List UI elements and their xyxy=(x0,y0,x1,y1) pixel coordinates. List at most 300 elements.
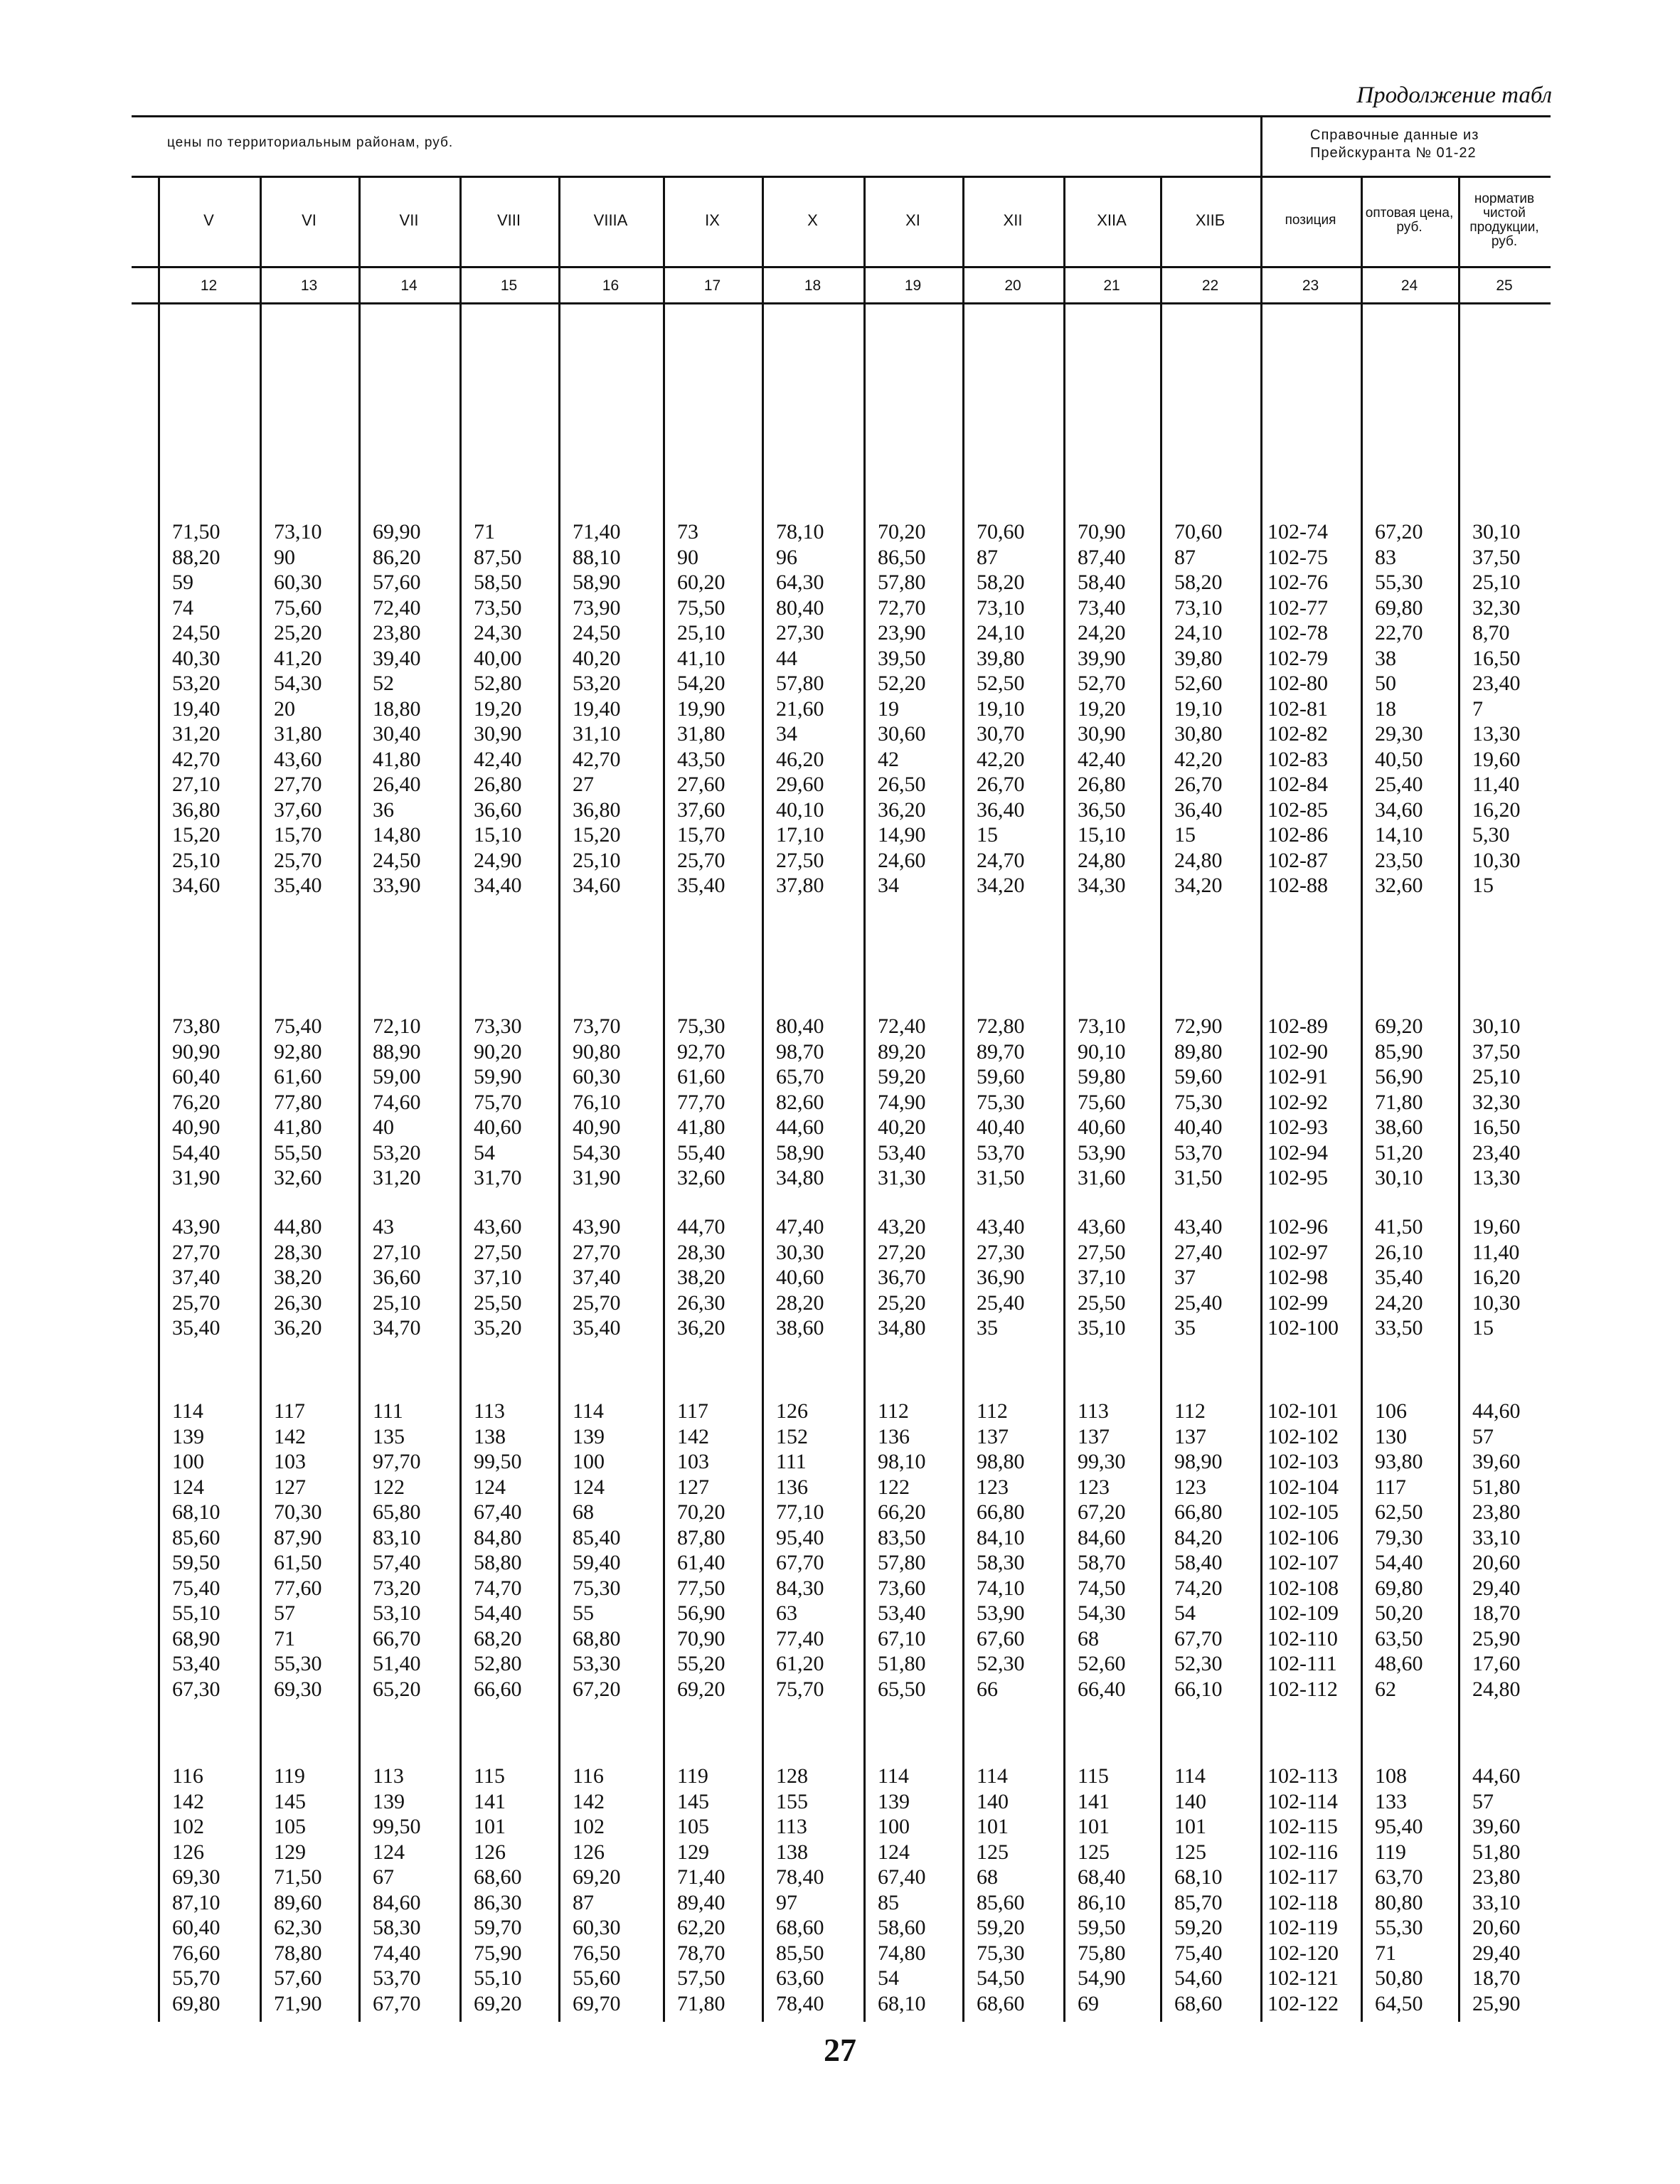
table-cell: 85,50 xyxy=(776,1941,824,1965)
table-cell: 19 xyxy=(878,696,899,721)
table-cell: 19,60 xyxy=(1472,1215,1521,1239)
table-cell: 66,80 xyxy=(977,1500,1025,1524)
table-cell: 31,10 xyxy=(573,722,621,746)
column-number-4: 15 xyxy=(500,277,518,294)
table-cell: 59,90 xyxy=(474,1065,522,1088)
table-cell: 74,40 xyxy=(373,1941,421,1965)
table-cell: 70,90 xyxy=(1078,520,1126,544)
table-cell: 26,40 xyxy=(373,773,421,796)
table-cell: 125 xyxy=(1078,1840,1110,1864)
table-cell: 67 xyxy=(373,1865,394,1889)
table-cell: 34,40 xyxy=(474,874,522,897)
table-cell: 36,20 xyxy=(274,1316,322,1340)
table-cell: 42,20 xyxy=(977,747,1025,771)
table-cell: 102-105 xyxy=(1267,1500,1339,1524)
table-cell: 68,60 xyxy=(474,1865,522,1889)
table-cell: 141 xyxy=(1078,1789,1110,1813)
table-cell: 36,90 xyxy=(977,1266,1025,1289)
table-cell: 54,40 xyxy=(474,1601,522,1625)
table-cell: 114 xyxy=(977,1764,1008,1788)
table-cell: 73,90 xyxy=(573,595,621,620)
table-cell: 32,60 xyxy=(1375,874,1423,897)
column-separator xyxy=(558,176,560,2022)
table-cell: 123 xyxy=(1174,1475,1206,1499)
table-cell: 62,30 xyxy=(274,1916,322,1939)
table-cell: 51,40 xyxy=(373,1652,421,1675)
table-cell: 60,30 xyxy=(573,1065,621,1088)
table-cell: 99,30 xyxy=(1078,1450,1126,1473)
table-cell: 54,20 xyxy=(677,672,725,695)
table-cell: 102-79 xyxy=(1267,646,1328,670)
table-cell: 25,70 xyxy=(677,848,725,872)
table-cell: 60,30 xyxy=(274,571,322,594)
table-cell: 56,90 xyxy=(677,1601,725,1625)
table-cell: 63 xyxy=(776,1601,797,1625)
table-cell: 25,10 xyxy=(1472,1065,1521,1088)
table-cell: 40,40 xyxy=(977,1115,1025,1139)
table-cell: 27,10 xyxy=(373,1240,421,1264)
table-cell: 51,80 xyxy=(878,1652,926,1675)
table-cell: 88,10 xyxy=(573,545,621,569)
table-cell: 37,40 xyxy=(172,1266,220,1289)
table-cell: 24,50 xyxy=(573,621,621,645)
table-cell: 75,30 xyxy=(677,1014,725,1038)
table-cell: 38,60 xyxy=(776,1316,824,1340)
table-cell: 102-92 xyxy=(1267,1090,1328,1114)
table-cell: 64,30 xyxy=(776,571,824,594)
table-cell: 67,10 xyxy=(878,1626,926,1650)
table-cell: 85,60 xyxy=(977,1890,1025,1914)
number-rule xyxy=(132,302,1551,304)
table-cell: 122 xyxy=(878,1475,910,1499)
table-cell: 24,80 xyxy=(1472,1677,1521,1701)
table-cell: 102-107 xyxy=(1267,1551,1339,1574)
table-cell: 44,60 xyxy=(1472,1399,1521,1423)
table-cell: 55,30 xyxy=(274,1652,322,1675)
table-cell: 37,50 xyxy=(1472,545,1521,569)
table-cell: 67,60 xyxy=(977,1626,1025,1650)
table-cell: 52,60 xyxy=(1174,672,1223,695)
table-cell: 88,20 xyxy=(172,545,220,569)
column-header-6: IX xyxy=(705,211,720,229)
table-cell: 73,70 xyxy=(573,1014,621,1038)
table-cell: 58,90 xyxy=(573,571,621,594)
table-cell: 39,90 xyxy=(1078,646,1126,670)
table-cell: 60,40 xyxy=(172,1916,220,1939)
table-cell: 119 xyxy=(1375,1840,1406,1864)
table-cell: 32,30 xyxy=(1472,1090,1521,1114)
table-cell: 102-93 xyxy=(1267,1115,1328,1139)
table-cell: 75,70 xyxy=(474,1090,522,1114)
column-header-11: XIIБ xyxy=(1195,211,1226,229)
table-cell: 80,40 xyxy=(776,1014,824,1038)
table-cell: 102-116 xyxy=(1267,1840,1338,1864)
table-cell: 21,60 xyxy=(776,696,824,721)
table-cell: 30,90 xyxy=(474,722,522,746)
table-cell: 79,30 xyxy=(1375,1525,1423,1549)
table-cell: 26,30 xyxy=(274,1290,322,1315)
table-cell: 52,70 xyxy=(1078,672,1126,695)
table-cell: 69,80 xyxy=(1375,595,1423,620)
table-cell: 102-114 xyxy=(1267,1789,1338,1813)
table-cell: 25,70 xyxy=(573,1290,621,1315)
table-cell: 57,60 xyxy=(274,1966,322,1990)
table-cell: 100 xyxy=(172,1450,204,1473)
table-cell: 65,20 xyxy=(373,1677,421,1701)
table-cell: 43 xyxy=(373,1215,394,1239)
table-cell: 30,80 xyxy=(1174,722,1223,746)
table-cell: 40,60 xyxy=(776,1266,824,1289)
table-cell: 31,80 xyxy=(274,722,322,746)
prices-caption: цены по территориальным районам, руб. xyxy=(167,135,454,150)
table-cell: 40,50 xyxy=(1375,747,1423,771)
table-cell: 137 xyxy=(977,1424,1009,1448)
table-cell: 82,60 xyxy=(776,1090,824,1114)
table-cell: 24,50 xyxy=(373,848,421,872)
table-cell: 25,90 xyxy=(1472,1626,1521,1650)
table-cell: 129 xyxy=(274,1840,306,1864)
table-cell: 84,30 xyxy=(776,1576,824,1600)
table-cell: 38,20 xyxy=(677,1266,725,1289)
table-cell: 119 xyxy=(677,1764,708,1788)
table-cell: 53,70 xyxy=(977,1140,1025,1165)
table-cell: 7 xyxy=(1472,696,1483,721)
table-cell: 90 xyxy=(274,545,295,569)
table-cell: 44 xyxy=(776,646,797,670)
table-cell: 16,50 xyxy=(1472,1115,1521,1139)
table-cell: 102-98 xyxy=(1267,1266,1328,1289)
table-cell: 86,50 xyxy=(878,545,926,569)
column-separator xyxy=(459,176,462,2022)
table-cell: 26,70 xyxy=(1174,773,1223,796)
table-cell: 33,90 xyxy=(373,874,421,897)
table-cell: 43,20 xyxy=(878,1215,926,1239)
table-cell: 38,60 xyxy=(1375,1115,1423,1139)
table-cell: 36,80 xyxy=(172,797,220,822)
table-cell: 75,40 xyxy=(172,1576,220,1600)
table-cell: 116 xyxy=(172,1764,203,1788)
table-cell: 102-90 xyxy=(1267,1039,1328,1064)
table-cell: 34,30 xyxy=(1078,874,1126,897)
table-cell: 140 xyxy=(977,1789,1009,1813)
table-cell: 36,50 xyxy=(1078,797,1126,822)
table-cell: 14,90 xyxy=(878,823,926,847)
table-cell: 102-85 xyxy=(1267,797,1328,822)
table-cell: 115 xyxy=(474,1764,505,1788)
table-cell: 59,80 xyxy=(1078,1065,1126,1088)
table-cell: 105 xyxy=(677,1815,709,1838)
table-cell: 27,20 xyxy=(878,1240,926,1264)
column-number-8: 19 xyxy=(904,277,922,294)
table-cell: 119 xyxy=(274,1764,305,1788)
table-cell: 32,60 xyxy=(274,1166,322,1189)
table-cell: 37,10 xyxy=(474,1266,522,1289)
table-cell: 67,30 xyxy=(172,1677,220,1701)
table-cell: 102-121 xyxy=(1267,1966,1339,1990)
table-cell: 27,60 xyxy=(677,773,725,796)
table-cell: 31,80 xyxy=(677,722,725,746)
table-cell: 68,10 xyxy=(878,1991,926,2015)
table-cell: 73,60 xyxy=(878,1576,926,1600)
table-cell: 102-106 xyxy=(1267,1525,1339,1549)
table-cell: 53,20 xyxy=(373,1140,421,1165)
table-cell: 102-109 xyxy=(1267,1601,1339,1625)
table-cell: 61,60 xyxy=(677,1065,725,1088)
table-cell: 29,40 xyxy=(1472,1941,1521,1965)
table-cell: 55,10 xyxy=(474,1966,522,1990)
table-cell: 67,40 xyxy=(474,1500,522,1524)
table-cell: 85,40 xyxy=(573,1525,621,1549)
table-cell: 55,40 xyxy=(677,1140,725,1165)
table-cell: 19,10 xyxy=(1174,696,1223,721)
column-number-13: 24 xyxy=(1400,277,1418,294)
table-cell: 57,50 xyxy=(677,1966,725,1990)
table-cell: 73,80 xyxy=(172,1014,220,1038)
table-cell: 139 xyxy=(172,1424,204,1448)
table-cell: 98,90 xyxy=(1174,1450,1223,1473)
table-cell: 70,60 xyxy=(1174,520,1223,544)
table-cell: 40,00 xyxy=(474,646,522,670)
table-cell: 52,50 xyxy=(977,672,1025,695)
table-cell: 26,80 xyxy=(1078,773,1126,796)
table-cell: 25,10 xyxy=(677,621,725,645)
table-cell: 138 xyxy=(776,1840,808,1864)
table-cell: 114 xyxy=(172,1399,203,1423)
table-cell: 117 xyxy=(1375,1475,1406,1499)
table-cell: 100 xyxy=(878,1815,910,1838)
table-cell: 59,50 xyxy=(172,1551,220,1574)
table-cell: 72,40 xyxy=(878,1014,926,1038)
table-cell: 57,80 xyxy=(878,571,926,594)
table-cell: 77,40 xyxy=(776,1626,824,1650)
table-cell: 60,40 xyxy=(172,1065,220,1088)
table-cell: 27,50 xyxy=(474,1240,522,1264)
table-cell: 116 xyxy=(573,1764,604,1788)
table-cell: 62 xyxy=(1375,1677,1396,1701)
table-cell: 69,70 xyxy=(573,1991,621,2015)
table-cell: 123 xyxy=(1078,1475,1110,1499)
table-cell: 31,90 xyxy=(573,1166,621,1189)
table-cell: 48,60 xyxy=(1375,1652,1423,1675)
table-cell: 69,30 xyxy=(172,1865,220,1889)
table-cell: 41,80 xyxy=(274,1115,322,1139)
table-cell: 78,80 xyxy=(274,1941,322,1965)
table-cell: 136 xyxy=(878,1424,910,1448)
table-cell: 102-81 xyxy=(1267,696,1328,721)
table-cell: 24,10 xyxy=(1174,621,1223,645)
table-cell: 70,20 xyxy=(677,1500,725,1524)
table-cell: 73,10 xyxy=(1078,1014,1126,1038)
table-cell: 53,40 xyxy=(878,1601,926,1625)
table-cell: 70,20 xyxy=(878,520,926,544)
table-cell: 27,50 xyxy=(776,848,824,872)
table-cell: 63,60 xyxy=(776,1966,824,1990)
table-cell: 35 xyxy=(977,1316,998,1340)
table-cell: 76,10 xyxy=(573,1090,621,1114)
table-cell: 31,20 xyxy=(172,722,220,746)
table-cell: 42,40 xyxy=(474,747,522,771)
table-cell: 102-119 xyxy=(1267,1916,1338,1939)
table-cell: 123 xyxy=(977,1475,1009,1499)
table-cell: 14,10 xyxy=(1375,823,1423,847)
table-cell: 41,10 xyxy=(677,646,725,670)
table-cell: 69 xyxy=(1078,1991,1099,2015)
table-cell: 44,70 xyxy=(677,1215,725,1239)
table-cell: 43,50 xyxy=(677,747,725,771)
table-cell: 67,70 xyxy=(1174,1626,1223,1650)
table-cell: 22,70 xyxy=(1375,621,1423,645)
table-cell: 5,30 xyxy=(1472,823,1510,847)
table-cell: 67,70 xyxy=(776,1551,824,1574)
table-cell: 55,30 xyxy=(1375,1916,1423,1939)
table-cell: 113 xyxy=(776,1815,807,1838)
table-cell: 55,10 xyxy=(172,1601,220,1625)
table-cell: 102-104 xyxy=(1267,1475,1339,1499)
table-cell: 68,10 xyxy=(172,1500,220,1524)
column-header-7: X xyxy=(807,211,818,229)
table-cell: 102-87 xyxy=(1267,848,1328,872)
table-cell: 57 xyxy=(274,1601,295,1625)
table-cell: 128 xyxy=(776,1764,808,1788)
table-cell: 18,70 xyxy=(1472,1601,1521,1625)
table-cell: 36,40 xyxy=(1174,797,1223,822)
table-cell: 87,50 xyxy=(474,545,522,569)
table-cell: 52,80 xyxy=(474,1652,522,1675)
table-cell: 19,10 xyxy=(977,696,1025,721)
table-cell: 17,10 xyxy=(776,823,824,847)
table-cell: 54,60 xyxy=(1174,1966,1223,1990)
table-cell: 19,90 xyxy=(677,696,725,721)
table-cell: 72,70 xyxy=(878,595,926,620)
table-cell: 74,90 xyxy=(878,1090,926,1114)
table-cell: 71 xyxy=(274,1626,295,1650)
table-cell: 72,80 xyxy=(977,1014,1025,1038)
table-cell: 87,80 xyxy=(677,1525,725,1549)
table-cell: 39,60 xyxy=(1472,1815,1521,1838)
table-cell: 16,50 xyxy=(1472,646,1521,670)
table-cell: 83,50 xyxy=(878,1525,926,1549)
table-cell: 112 xyxy=(977,1399,1008,1423)
table-cell: 102-96 xyxy=(1267,1215,1328,1239)
column-header-5: VIIIA xyxy=(593,211,628,229)
table-cell: 25,20 xyxy=(274,621,322,645)
column-header-14: норматив чистой продукции, руб. xyxy=(1469,191,1539,249)
table-cell: 43,90 xyxy=(172,1215,220,1239)
table-cell: 68,60 xyxy=(977,1991,1025,2015)
table-cell: 89,20 xyxy=(878,1039,926,1064)
table-cell: 27 xyxy=(573,773,594,796)
table-cell: 24,90 xyxy=(474,848,522,872)
column-separator xyxy=(962,176,964,2022)
table-cell: 76,60 xyxy=(172,1941,220,1965)
table-cell: 125 xyxy=(977,1840,1009,1864)
table-cell: 53,40 xyxy=(878,1140,926,1165)
table-cell: 40,90 xyxy=(172,1115,220,1139)
table-cell: 34,70 xyxy=(373,1316,421,1340)
table-cell: 106 xyxy=(1375,1399,1407,1423)
table-cell: 141 xyxy=(474,1789,506,1813)
table-cell: 85,60 xyxy=(172,1525,220,1549)
table-cell: 8,70 xyxy=(1472,621,1510,645)
table-cell: 26,70 xyxy=(977,773,1025,796)
table-cell: 58,90 xyxy=(776,1140,824,1165)
table-cell: 73,10 xyxy=(1174,595,1223,620)
table-cell: 40,60 xyxy=(1078,1115,1126,1139)
table-cell: 98,10 xyxy=(878,1450,926,1473)
column-separator xyxy=(762,176,764,2022)
column-separator xyxy=(1160,176,1162,2022)
table-cell: 68,20 xyxy=(474,1626,522,1650)
table-cell: 87,90 xyxy=(274,1525,322,1549)
table-cell: 55 xyxy=(573,1601,594,1625)
table-cell: 10,30 xyxy=(1472,848,1521,872)
table-cell: 102-78 xyxy=(1267,621,1328,645)
column-number-2: 13 xyxy=(300,277,318,294)
table-cell: 19,60 xyxy=(1472,747,1521,771)
table-cell: 24,20 xyxy=(1078,621,1126,645)
table-cell: 35,40 xyxy=(677,874,725,897)
table-cell: 71,90 xyxy=(274,1991,322,2015)
table-cell: 15 xyxy=(1174,823,1196,847)
table-cell: 80,40 xyxy=(776,595,824,620)
table-cell: 126 xyxy=(172,1840,204,1864)
table-cell: 89,60 xyxy=(274,1890,322,1914)
table-cell: 18,80 xyxy=(373,696,421,721)
table-cell: 102-113 xyxy=(1267,1764,1338,1788)
table-cell: 62,50 xyxy=(1375,1500,1423,1524)
table-cell: 35,10 xyxy=(1078,1316,1126,1340)
table-cell: 15,10 xyxy=(474,823,522,847)
table-cell: 112 xyxy=(1174,1399,1206,1423)
table-cell: 27,10 xyxy=(172,773,220,796)
table-cell: 11,40 xyxy=(1472,1240,1520,1264)
table-cell: 24,70 xyxy=(977,848,1025,872)
table-cell: 40,60 xyxy=(474,1115,522,1139)
table-cell: 18 xyxy=(1375,696,1396,721)
table-cell: 35,40 xyxy=(573,1316,621,1340)
table-cell: 77,80 xyxy=(274,1090,322,1114)
table-cell: 35,40 xyxy=(172,1316,220,1340)
table-cell: 59,70 xyxy=(474,1916,522,1939)
table-cell: 51,80 xyxy=(1472,1840,1521,1864)
table-cell: 124 xyxy=(573,1475,605,1499)
table-cell: 27,30 xyxy=(977,1240,1025,1264)
column-header-13: оптовая цена, руб. xyxy=(1365,206,1454,235)
table-cell: 61,20 xyxy=(776,1652,824,1675)
table-cell: 68,90 xyxy=(172,1626,220,1650)
table-cell: 101 xyxy=(474,1815,506,1838)
table-cell: 102-112 xyxy=(1267,1677,1338,1701)
table-cell: 57 xyxy=(1472,1424,1494,1448)
table-cell: 54,50 xyxy=(977,1966,1025,1990)
table-cell: 102-108 xyxy=(1267,1576,1339,1600)
table-cell: 95,40 xyxy=(1375,1815,1423,1838)
table-cell: 36,80 xyxy=(573,797,621,822)
table-cell: 101 xyxy=(1078,1815,1110,1838)
table-cell: 24,30 xyxy=(474,621,522,645)
table-cell: 126 xyxy=(776,1399,808,1423)
table-cell: 19,20 xyxy=(1078,696,1126,721)
table-cell: 97,70 xyxy=(373,1450,421,1473)
table-cell: 99,50 xyxy=(474,1450,522,1473)
table-cell: 23,80 xyxy=(1472,1500,1521,1524)
table-cell: 44,80 xyxy=(274,1215,322,1239)
table-cell: 52,30 xyxy=(977,1652,1025,1675)
table-cell: 98,70 xyxy=(776,1039,824,1064)
table-cell: 66,70 xyxy=(373,1626,421,1650)
table-cell: 71,40 xyxy=(677,1865,725,1889)
table-cell: 13,30 xyxy=(1472,722,1521,746)
